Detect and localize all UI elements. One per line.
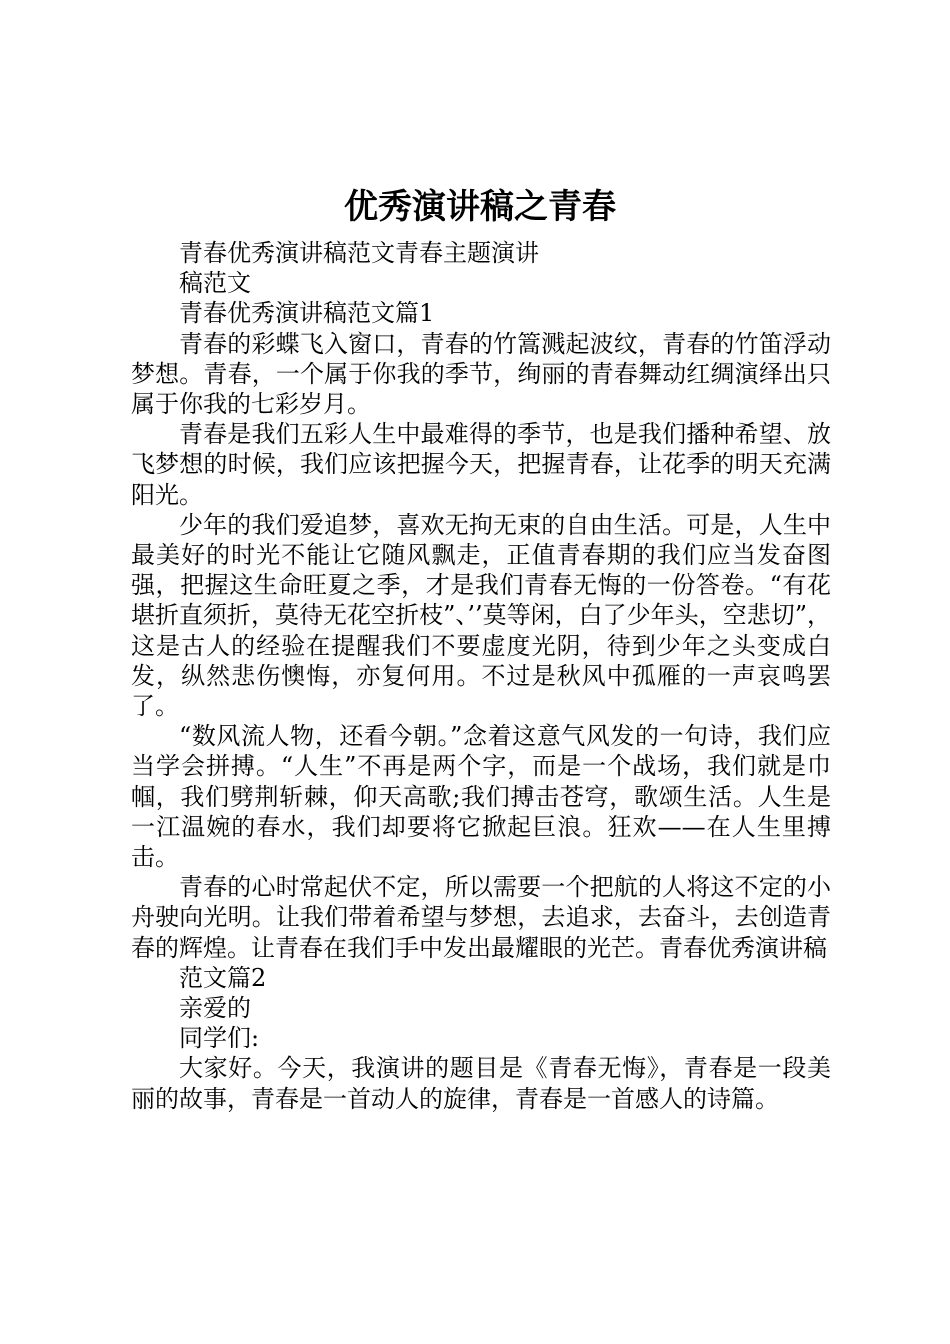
paragraph: “数风流人物，还看今朝。”念着这意气风发的一句诗，我们应当学会拼搏。“人生”不再是两个字，而是一个战场，我们就是巾帼，我们劈荆斩棘，仰天高歌;我们搏击苍穹，歌颂生活。人生是一江温婉的春水，我们却要将它掀起巨浪。狂欢——在人生里搏击。 bbox=[131, 722, 831, 872]
paragraph-subtitle-line-2: 稿范文 bbox=[179, 269, 251, 298]
paragraph-salutation-1: 亲爱的 bbox=[179, 994, 251, 1023]
paragraph: 大家好。今天，我演讲的题目是《青春无悔》，青春是一段美丽的故事，青春是一首动人的旋律，青春是一首感人的诗篇。 bbox=[131, 1054, 831, 1113]
document-body bbox=[131, 238, 831, 1114]
paragraph-salutation-2: 同学们: bbox=[179, 1024, 260, 1053]
paragraph-section-heading-2: 范文篇2 bbox=[179, 963, 267, 992]
paragraph-subtitle-line-1: 青春优秀演讲稿范文青春主题演讲 bbox=[179, 239, 539, 267]
document-title: 优秀演讲稿之青春 bbox=[344, 187, 616, 227]
paragraph: 少年的我们爱追梦，喜欢无拘无束的自由生活。可是，人生中最美好的时光不能让它随风飘走，正值青春期的我们应当发奋图强，把握这生命旺夏之季，才是我们青春无悔的一份答卷。“有花堪折直须折，莫待无花空折枝”、’’莫等闲，白了少年头，空悲切”，这是古人的经验在提醒我们不要虚度光阴，待到少年之头变成白发，纵然悲伤懊悔，亦复何用。不过是秋风中孤雁的一声哀鸣罢了。 bbox=[131, 510, 831, 721]
paragraph: 青春的心时常起伏不定，所以需要一个把航的人将这不定的小舟驶向光明。让我们带着希望与梦想，去追求，去奋斗，去创造青春的辉煌。让青春在我们手中发出最耀眼的光芒。青春优秀演讲稿 bbox=[131, 873, 831, 962]
paragraph-section-heading-1: 青春优秀演讲稿范文篇1 bbox=[179, 299, 435, 328]
paragraph: 青春的彩蝶飞入窗口，青春的竹篙溅起波纹，青春的竹笛浮动梦想。青春，一个属于你我的季节，绚丽的青春舞动红绸演绎出只属于你我的七彩岁月。 bbox=[131, 329, 831, 419]
paragraph: 青春是我们五彩人生中最难得的季节，也是我们播种希望、放飞梦想的时候，我们应该把握今天，把握青春，让花季的明天充满阳光。 bbox=[131, 420, 831, 509]
